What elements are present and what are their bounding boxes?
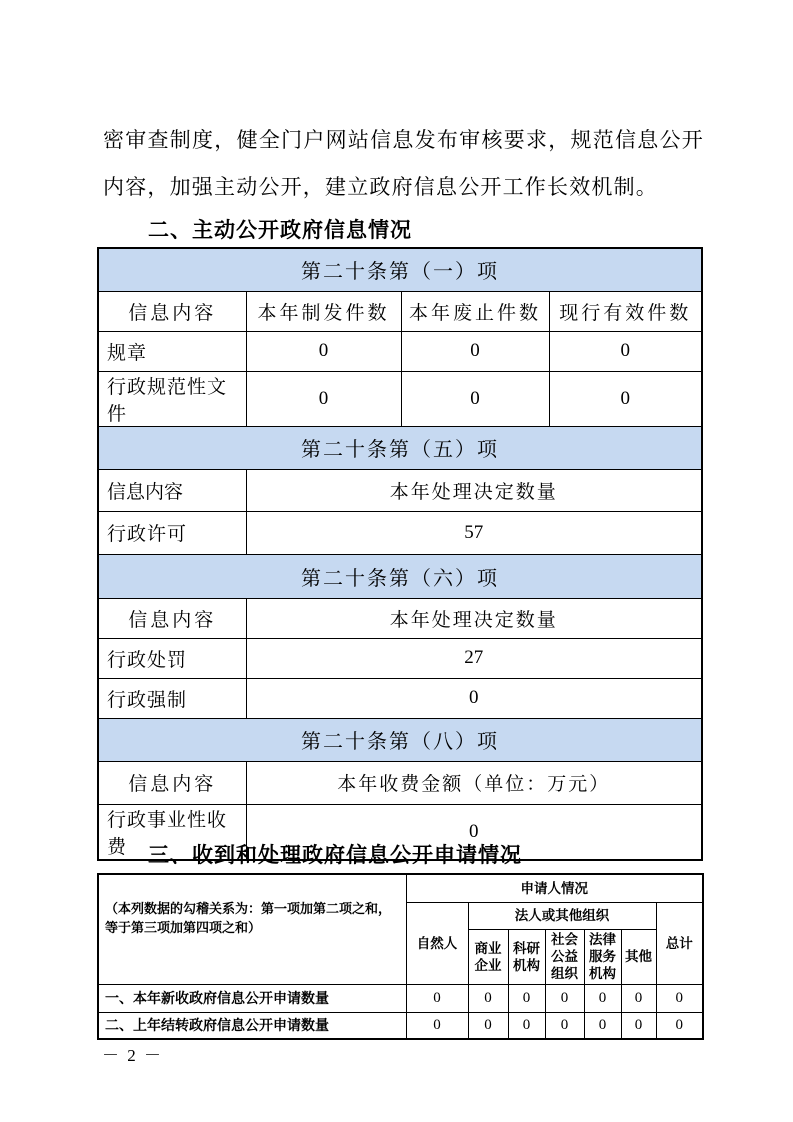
table-row: [98, 331, 702, 371]
table-row: [98, 598, 702, 638]
metric-header-cell: 本年收费金额（单位：万元）: [246, 761, 702, 804]
value-cell: 0: [621, 984, 656, 1012]
value-cell: 0: [584, 1012, 621, 1039]
table-row: [98, 678, 702, 718]
value-cell: 0: [246, 804, 702, 860]
page-number: － 2 －: [102, 1046, 163, 1065]
legal-subheader-cell: 其他: [621, 929, 656, 984]
value-cell: 0: [508, 984, 545, 1012]
section-3-heading: 三、收到和处理政府信息公开申请情况: [148, 844, 522, 867]
value-cell: 0: [468, 1012, 508, 1039]
value-cell: 0: [584, 984, 621, 1012]
natural-person-header-cell: 自然人: [406, 902, 468, 984]
section-header-cell: 第二十条第（一）项: [98, 248, 702, 291]
column-header-cell: 本年制发件数: [246, 291, 401, 331]
table-row: [98, 371, 702, 426]
value-cell: 0: [508, 1012, 545, 1039]
table-row: [98, 1012, 703, 1039]
section-header-cell: 第二十条第（五）项: [98, 426, 702, 469]
legal-subheader-cell: 法律服务机构: [584, 929, 621, 984]
legal-subheader-cell: 商业企业: [468, 929, 508, 984]
value-cell: 0: [401, 371, 549, 426]
value-cell: 0: [246, 371, 401, 426]
legal-subheader-cell: 科研机构: [508, 929, 545, 984]
table-row: [98, 761, 702, 804]
note-cell: （本列数据的勾稽关系为：第一项加第二项之和，等于第三项加第四项之和）: [98, 874, 406, 984]
value-cell: 0: [621, 1012, 656, 1039]
row-label-cell: 一、本年新收政府信息公开申请数量: [98, 984, 406, 1012]
row-label-cell: 行政事业性收费: [98, 804, 246, 860]
value-cell: 27: [246, 638, 702, 678]
table-row: [98, 638, 702, 678]
column-header-cell: 现行有效件数: [549, 291, 702, 331]
value-cell: 0: [545, 984, 584, 1012]
value-cell: 0: [406, 984, 468, 1012]
row-label-cell: 行政强制: [98, 678, 246, 718]
column-header-cell: 本年废止件数: [401, 291, 549, 331]
info-content-header-cell: 信息内容: [98, 598, 246, 638]
table-header-row: [98, 874, 703, 902]
info-content-header-cell: 信息内容: [98, 761, 246, 804]
value-cell: 0: [401, 331, 549, 371]
column-header-row: [98, 291, 702, 331]
request-handling-table: [97, 873, 704, 1040]
value-cell: 0: [549, 331, 702, 371]
value-cell: 0: [656, 1012, 703, 1039]
section-header-cell: 第二十条第（六）项: [98, 554, 702, 598]
metric-header-cell: 本年处理决定数量: [246, 598, 702, 638]
value-cell: 0: [246, 678, 702, 718]
body-paragraph: 密审查制度，健全门户网站信息发布审核要求，规范信息公开内容，加强主动公开，建立政府信息公开工作长效机制。: [103, 128, 704, 199]
row-label-cell: 行政许可: [98, 511, 246, 554]
value-cell: 0: [406, 1012, 468, 1039]
section-2-heading: 二、主动公开政府信息情况: [148, 219, 412, 242]
table-row: [98, 469, 702, 511]
row-label-cell: 二、上年结转政府信息公开申请数量: [98, 1012, 406, 1039]
info-content-header-cell: 信息内容: [98, 469, 246, 511]
legal-group-header-cell: 法人或其他组织: [468, 902, 656, 929]
table-section-header-row: [98, 248, 702, 291]
value-cell: 0: [246, 331, 401, 371]
table-row: [98, 511, 702, 554]
row-label-cell: 行政规范性文件: [98, 371, 246, 426]
total-header-cell: 总计: [656, 902, 703, 984]
value-cell: 0: [656, 984, 703, 1012]
legal-subheader-cell: 社会公益组织: [545, 929, 584, 984]
table-section-header-row: [98, 426, 702, 469]
table-section-header-row: [98, 554, 702, 598]
column-header-cell: 信息内容: [98, 291, 246, 331]
row-label-cell: 行政处罚: [98, 638, 246, 678]
value-cell: 0: [468, 984, 508, 1012]
row-label-cell: 规章: [98, 331, 246, 371]
applicant-header-cell: 申请人情况: [406, 874, 703, 902]
metric-header-cell: 本年处理决定数量: [246, 469, 702, 511]
value-cell: 0: [545, 1012, 584, 1039]
table-row: [98, 984, 703, 1012]
section-header-cell: 第二十条第（八）项: [98, 718, 702, 761]
value-cell: 0: [549, 371, 702, 426]
table-section-header-row: [98, 718, 702, 761]
active-disclosure-table: [97, 247, 703, 861]
value-cell: 57: [246, 511, 702, 554]
